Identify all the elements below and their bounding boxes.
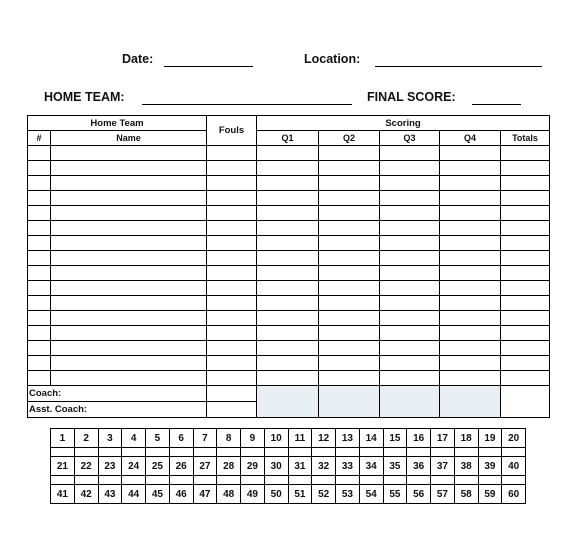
player-name-cell[interactable] — [51, 176, 207, 191]
q4-total-cell[interactable] — [440, 386, 501, 418]
player-q2-cell[interactable] — [319, 146, 380, 161]
player-totals-cell[interactable] — [501, 356, 550, 371]
player-q1-cell[interactable] — [257, 191, 319, 206]
counter-number[interactable]: 47 — [193, 485, 217, 504]
player-q1-cell[interactable] — [257, 356, 319, 371]
player-q2-cell[interactable] — [319, 221, 380, 236]
counter-number[interactable]: 32 — [312, 457, 336, 476]
player-row — [28, 146, 550, 161]
player-q1-cell[interactable] — [257, 176, 319, 191]
counter-mark-cell[interactable] — [383, 476, 407, 485]
counter-mark-cell[interactable] — [264, 448, 288, 457]
player-number-cell[interactable] — [28, 326, 51, 341]
counter-mark-cell[interactable] — [51, 476, 75, 485]
player-fouls-cell[interactable] — [207, 251, 257, 266]
player-q3-cell[interactable] — [380, 236, 440, 251]
counter-number[interactable]: 40 — [502, 457, 526, 476]
player-q2-cell[interactable] — [319, 281, 380, 296]
player-name-cell[interactable] — [51, 371, 207, 386]
player-fouls-cell[interactable] — [207, 356, 257, 371]
player-q4-cell[interactable] — [440, 281, 501, 296]
counter-number[interactable]: 23 — [98, 457, 122, 476]
q2-header: Q2 — [319, 131, 380, 146]
player-totals-cell[interactable] — [501, 311, 550, 326]
counter-number[interactable]: 54 — [359, 485, 383, 504]
player-q3-cell[interactable] — [380, 146, 440, 161]
player-q1-cell[interactable] — [257, 326, 319, 341]
player-row — [28, 236, 550, 251]
player-name-cell[interactable] — [51, 161, 207, 176]
counter-mark-cell[interactable] — [146, 448, 170, 457]
counter-mark-cell[interactable] — [98, 476, 122, 485]
scoring-group-header: Scoring — [257, 116, 550, 131]
counter-mark-cell[interactable] — [312, 476, 336, 485]
counter-number[interactable]: 27 — [193, 457, 217, 476]
counter-mark-cell[interactable] — [193, 476, 217, 485]
q4-header: Q4 — [440, 131, 501, 146]
player-name-cell[interactable] — [51, 146, 207, 161]
counter-number[interactable]: 19 — [478, 429, 502, 448]
counter-number[interactable]: 36 — [407, 457, 431, 476]
player-q2-cell[interactable] — [319, 371, 380, 386]
player-number-cell[interactable] — [28, 356, 51, 371]
player-fouls-cell[interactable] — [207, 236, 257, 251]
counter-number[interactable]: 25 — [146, 457, 170, 476]
counter-number[interactable]: 58 — [454, 485, 478, 504]
player-number-cell[interactable] — [28, 371, 51, 386]
home-team-group-header: Home Team — [28, 116, 207, 131]
counter-mark-cell[interactable] — [336, 476, 360, 485]
counter-mark-cell[interactable] — [502, 476, 526, 485]
point-counter-grid — [50, 428, 526, 504]
counter-mark-cell[interactable] — [122, 448, 146, 457]
counter-mark-cell[interactable] — [217, 476, 241, 485]
counter-mark-cell[interactable] — [169, 476, 193, 485]
counter-mark-cell[interactable] — [478, 448, 502, 457]
coach-fouls-cell[interactable] — [207, 386, 257, 402]
player-q3-cell[interactable] — [380, 221, 440, 236]
counter-mark-cell[interactable] — [454, 476, 478, 485]
counter-number[interactable]: 33 — [336, 457, 360, 476]
player-fouls-cell[interactable] — [207, 191, 257, 206]
player-q3-cell[interactable] — [380, 266, 440, 281]
q1-total-cell[interactable] — [257, 386, 319, 418]
counter-row — [51, 457, 526, 476]
counter-mark-cell[interactable] — [359, 448, 383, 457]
counter-number[interactable]: 11 — [288, 429, 312, 448]
q3-total-cell[interactable] — [380, 386, 440, 418]
counter-number[interactable]: 15 — [383, 429, 407, 448]
player-name-cell[interactable] — [51, 221, 207, 236]
player-number-cell[interactable] — [28, 266, 51, 281]
player-q2-cell[interactable] — [319, 311, 380, 326]
roster-table — [27, 115, 550, 418]
counter-number[interactable]: 60 — [502, 485, 526, 504]
player-name-cell[interactable] — [51, 311, 207, 326]
counter-number[interactable]: 53 — [336, 485, 360, 504]
counter-number[interactable]: 45 — [146, 485, 170, 504]
player-q4-cell[interactable] — [440, 341, 501, 356]
player-name-cell[interactable] — [51, 191, 207, 206]
counter-number[interactable]: 7 — [193, 429, 217, 448]
player-q4-cell[interactable] — [440, 356, 501, 371]
counter-number[interactable]: 42 — [74, 485, 98, 504]
player-q4-cell[interactable] — [440, 176, 501, 191]
player-q1-cell[interactable] — [257, 311, 319, 326]
player-q2-cell[interactable] — [319, 326, 380, 341]
player-totals-cell[interactable] — [501, 371, 550, 386]
player-q2-cell[interactable] — [319, 296, 380, 311]
counter-number[interactable]: 39 — [478, 457, 502, 476]
player-totals-cell[interactable] — [501, 326, 550, 341]
player-name-cell[interactable] — [51, 341, 207, 356]
player-row — [28, 206, 550, 221]
counter-number[interactable]: 46 — [169, 485, 193, 504]
player-q2-cell[interactable] — [319, 206, 380, 221]
counter-mark-cell[interactable] — [383, 448, 407, 457]
counter-number[interactable]: 35 — [383, 457, 407, 476]
player-number-cell[interactable] — [28, 296, 51, 311]
player-number-cell[interactable] — [28, 221, 51, 236]
counter-number[interactable]: 9 — [241, 429, 265, 448]
counter-number[interactable]: 21 — [51, 457, 75, 476]
counter-number[interactable]: 49 — [241, 485, 265, 504]
player-q1-cell[interactable] — [257, 371, 319, 386]
player-totals-cell[interactable] — [501, 281, 550, 296]
player-q1-cell[interactable] — [257, 146, 319, 161]
player-fouls-cell[interactable] — [207, 371, 257, 386]
counter-number[interactable]: 16 — [407, 429, 431, 448]
counter-mark-cell[interactable] — [51, 448, 75, 457]
player-name-cell[interactable] — [51, 266, 207, 281]
counter-mark-row — [51, 448, 526, 457]
player-fouls-cell[interactable] — [207, 146, 257, 161]
player-q1-cell[interactable] — [257, 296, 319, 311]
counter-mark-cell[interactable] — [359, 476, 383, 485]
counter-number[interactable]: 3 — [98, 429, 122, 448]
player-row — [28, 161, 550, 176]
counter-number[interactable]: 8 — [217, 429, 241, 448]
counter-row — [51, 429, 526, 448]
date-field[interactable] — [164, 66, 253, 67]
player-totals-cell[interactable] — [501, 266, 550, 281]
player-name-cell[interactable] — [51, 296, 207, 311]
counter-mark-cell[interactable] — [431, 476, 455, 485]
coach-label: Coach: — [28, 386, 207, 402]
date-label: Date: — [122, 52, 154, 66]
player-totals-cell[interactable] — [501, 221, 550, 236]
player-number-cell[interactable] — [28, 341, 51, 356]
player-q3-cell[interactable] — [380, 341, 440, 356]
player-row — [28, 296, 550, 311]
player-totals-cell[interactable] — [501, 146, 550, 161]
counter-mark-cell[interactable] — [217, 448, 241, 457]
player-q1-cell[interactable] — [257, 281, 319, 296]
player-q4-cell[interactable] — [440, 206, 501, 221]
player-fouls-cell[interactable] — [207, 266, 257, 281]
player-q4-cell[interactable] — [440, 311, 501, 326]
counter-number[interactable]: 24 — [122, 457, 146, 476]
counter-mark-cell[interactable] — [74, 476, 98, 485]
counter-number[interactable]: 37 — [431, 457, 455, 476]
player-fouls-cell[interactable] — [207, 296, 257, 311]
player-q3-cell[interactable] — [380, 161, 440, 176]
counter-mark-cell[interactable] — [146, 476, 170, 485]
player-totals-cell[interactable] — [501, 206, 550, 221]
player-fouls-cell[interactable] — [207, 161, 257, 176]
player-q3-cell[interactable] — [380, 326, 440, 341]
counter-number[interactable]: 1 — [51, 429, 75, 448]
counter-mark-cell[interactable] — [74, 448, 98, 457]
counter-number[interactable]: 38 — [454, 457, 478, 476]
final-score-field[interactable] — [472, 104, 521, 105]
player-number-cell[interactable] — [28, 191, 51, 206]
player-q3-cell[interactable] — [380, 371, 440, 386]
location-label: Location: — [304, 52, 361, 66]
player-q2-cell[interactable] — [319, 236, 380, 251]
counter-number[interactable]: 29 — [241, 457, 265, 476]
player-q3-cell[interactable] — [380, 281, 440, 296]
player-totals-cell[interactable] — [501, 236, 550, 251]
player-q1-cell[interactable] — [257, 251, 319, 266]
counter-mark-cell[interactable] — [431, 448, 455, 457]
player-row — [28, 191, 550, 206]
player-totals-cell[interactable] — [501, 341, 550, 356]
counter-mark-cell[interactable] — [502, 448, 526, 457]
counter-mark-cell[interactable] — [288, 476, 312, 485]
player-number-cell[interactable] — [28, 281, 51, 296]
player-q4-cell[interactable] — [440, 161, 501, 176]
player-q3-cell[interactable] — [380, 311, 440, 326]
player-q4-cell[interactable] — [440, 191, 501, 206]
player-row — [28, 311, 550, 326]
counter-mark-cell[interactable] — [407, 476, 431, 485]
final-score-label: FINAL SCORE: — [367, 90, 456, 104]
player-q2-cell[interactable] — [319, 176, 380, 191]
counter-number[interactable]: 12 — [312, 429, 336, 448]
counter-number[interactable]: 43 — [98, 485, 122, 504]
player-q1-cell[interactable] — [257, 266, 319, 281]
player-number-cell[interactable] — [28, 161, 51, 176]
player-number-cell[interactable] — [28, 236, 51, 251]
location-field[interactable] — [375, 66, 542, 67]
player-row — [28, 371, 550, 386]
player-number-cell[interactable] — [28, 206, 51, 221]
counter-number[interactable]: 4 — [122, 429, 146, 448]
q1-header: Q1 — [257, 131, 319, 146]
counter-number[interactable]: 22 — [74, 457, 98, 476]
player-q3-cell[interactable] — [380, 296, 440, 311]
player-totals-cell[interactable] — [501, 251, 550, 266]
counter-mark-cell[interactable] — [241, 476, 265, 485]
player-name-cell[interactable] — [51, 356, 207, 371]
q3-header: Q3 — [380, 131, 440, 146]
fouls-header: Fouls — [207, 116, 257, 146]
counter-mark-cell[interactable] — [288, 448, 312, 457]
player-fouls-cell[interactable] — [207, 176, 257, 191]
asst-coach-label: Asst. Coach: — [28, 402, 207, 418]
counter-number[interactable]: 50 — [264, 485, 288, 504]
player-name-cell[interactable] — [51, 236, 207, 251]
counter-mark-cell[interactable] — [193, 448, 217, 457]
player-q1-cell[interactable] — [257, 161, 319, 176]
counter-mark-cell[interactable] — [336, 448, 360, 457]
player-row — [28, 251, 550, 266]
counter-number[interactable]: 2 — [74, 429, 98, 448]
player-totals-cell[interactable] — [501, 191, 550, 206]
player-q2-cell[interactable] — [319, 341, 380, 356]
counter-mark-cell[interactable] — [407, 448, 431, 457]
counter-number[interactable]: 30 — [264, 457, 288, 476]
counter-mark-cell[interactable] — [454, 448, 478, 457]
counter-number[interactable]: 28 — [217, 457, 241, 476]
player-q3-cell[interactable] — [380, 206, 440, 221]
counter-number[interactable]: 17 — [431, 429, 455, 448]
counter-number[interactable]: 14 — [359, 429, 383, 448]
player-q2-cell[interactable] — [319, 266, 380, 281]
player-q4-cell[interactable] — [440, 236, 501, 251]
counter-mark-cell[interactable] — [122, 476, 146, 485]
counter-number[interactable]: 20 — [502, 429, 526, 448]
player-q3-cell[interactable] — [380, 176, 440, 191]
player-number-cell[interactable] — [28, 251, 51, 266]
counter-number[interactable]: 34 — [359, 457, 383, 476]
player-q3-cell[interactable] — [380, 191, 440, 206]
player-q4-cell[interactable] — [440, 266, 501, 281]
name-header: Name — [51, 131, 207, 146]
player-q4-cell[interactable] — [440, 371, 501, 386]
counter-number[interactable]: 18 — [454, 429, 478, 448]
player-totals-cell[interactable] — [501, 296, 550, 311]
counter-number[interactable]: 5 — [146, 429, 170, 448]
player-name-cell[interactable] — [51, 251, 207, 266]
counter-mark-cell[interactable] — [478, 476, 502, 485]
player-row — [28, 356, 550, 371]
home-team-label: HOME TEAM: — [44, 90, 125, 104]
grand-total-cell[interactable] — [501, 386, 550, 418]
player-q4-cell[interactable] — [440, 296, 501, 311]
player-q2-cell[interactable] — [319, 161, 380, 176]
counter-number[interactable]: 51 — [288, 485, 312, 504]
counter-number[interactable]: 56 — [407, 485, 431, 504]
counter-mark-cell[interactable] — [312, 448, 336, 457]
counter-number[interactable]: 59 — [478, 485, 502, 504]
counter-mark-cell[interactable] — [169, 448, 193, 457]
player-row — [28, 281, 550, 296]
player-row — [28, 326, 550, 341]
player-q2-cell[interactable] — [319, 191, 380, 206]
counter-number[interactable]: 13 — [336, 429, 360, 448]
q2-total-cell[interactable] — [319, 386, 380, 418]
counter-mark-row — [51, 476, 526, 485]
player-q1-cell[interactable] — [257, 221, 319, 236]
player-q3-cell[interactable] — [380, 356, 440, 371]
player-fouls-cell[interactable] — [207, 326, 257, 341]
player-fouls-cell[interactable] — [207, 206, 257, 221]
player-q1-cell[interactable] — [257, 206, 319, 221]
player-number-cell[interactable] — [28, 176, 51, 191]
player-name-cell[interactable] — [51, 281, 207, 296]
counter-number[interactable]: 31 — [288, 457, 312, 476]
player-q1-cell[interactable] — [257, 236, 319, 251]
player-q2-cell[interactable] — [319, 356, 380, 371]
player-q3-cell[interactable] — [380, 251, 440, 266]
player-fouls-cell[interactable] — [207, 281, 257, 296]
player-name-cell[interactable] — [51, 206, 207, 221]
asst-coach-fouls-cell[interactable] — [207, 402, 257, 418]
counter-number[interactable]: 41 — [51, 485, 75, 504]
counter-number[interactable]: 44 — [122, 485, 146, 504]
player-q2-cell[interactable] — [319, 251, 380, 266]
counter-number[interactable]: 57 — [431, 485, 455, 504]
totals-header: Totals — [501, 131, 550, 146]
counter-number[interactable]: 10 — [264, 429, 288, 448]
player-q4-cell[interactable] — [440, 326, 501, 341]
player-fouls-cell[interactable] — [207, 311, 257, 326]
player-fouls-cell[interactable] — [207, 221, 257, 236]
counter-mark-cell[interactable] — [241, 448, 265, 457]
counter-number[interactable]: 48 — [217, 485, 241, 504]
player-q4-cell[interactable] — [440, 146, 501, 161]
player-name-cell[interactable] — [51, 326, 207, 341]
player-totals-cell[interactable] — [501, 161, 550, 176]
counter-number[interactable]: 6 — [169, 429, 193, 448]
player-fouls-cell[interactable] — [207, 341, 257, 356]
counter-number[interactable]: 26 — [169, 457, 193, 476]
player-number-cell[interactable] — [28, 311, 51, 326]
player-row — [28, 341, 550, 356]
player-q1-cell[interactable] — [257, 341, 319, 356]
counter-number[interactable]: 52 — [312, 485, 336, 504]
number-header: # — [28, 131, 51, 146]
player-number-cell[interactable] — [28, 146, 51, 161]
player-row — [28, 221, 550, 236]
counter-mark-cell[interactable] — [264, 476, 288, 485]
player-row — [28, 266, 550, 281]
player-q4-cell[interactable] — [440, 251, 501, 266]
counter-number[interactable]: 55 — [383, 485, 407, 504]
counter-mark-cell[interactable] — [98, 448, 122, 457]
player-q4-cell[interactable] — [440, 221, 501, 236]
player-totals-cell[interactable] — [501, 176, 550, 191]
counter-row — [51, 485, 526, 504]
home-team-field[interactable] — [142, 104, 352, 105]
player-row — [28, 176, 550, 191]
